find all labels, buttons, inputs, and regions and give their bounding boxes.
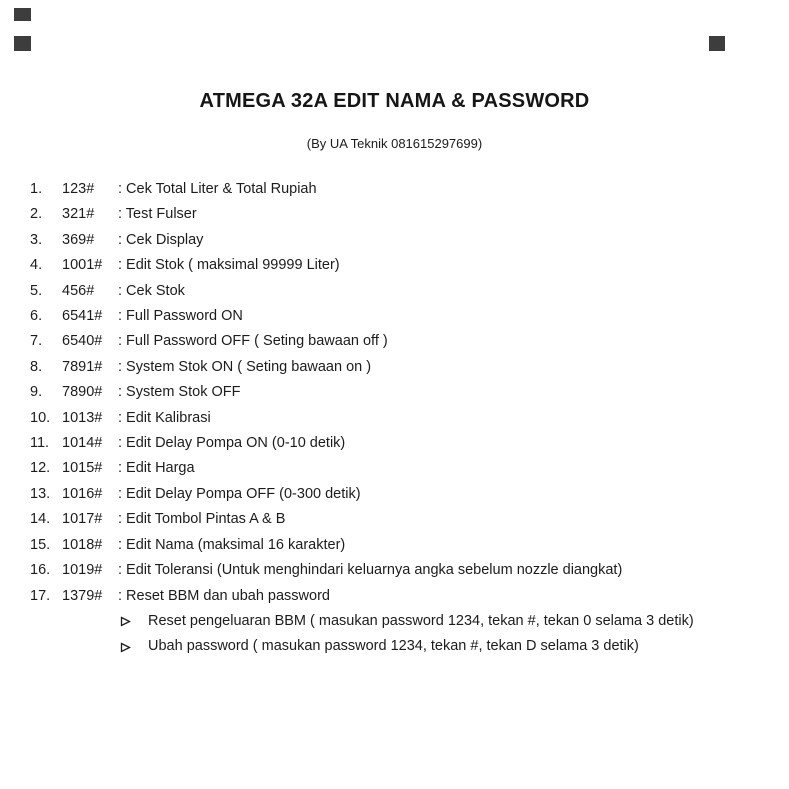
item-number: 12. bbox=[30, 460, 51, 477]
item-description: : Cek Total Liter & Total Rupiah bbox=[118, 181, 317, 197]
item-code: 1018# bbox=[62, 536, 103, 553]
item-number: 16. bbox=[30, 562, 51, 579]
item-code: 123# bbox=[62, 181, 95, 197]
item-number: 11. bbox=[30, 435, 50, 452]
sub-list-item bbox=[30, 634, 775, 659]
list-item bbox=[30, 355, 775, 380]
list-item bbox=[30, 253, 775, 278]
item-code: 1001# bbox=[62, 257, 103, 274]
list-item bbox=[30, 406, 775, 431]
item-description: : Full Password OFF ( Seting bawaan off ) bbox=[118, 333, 388, 350]
item-number: 6. bbox=[30, 308, 43, 325]
list-item bbox=[30, 533, 775, 558]
item-code: 456# bbox=[62, 282, 95, 299]
item-description: : Edit Stok ( maksimal 99999 Liter) bbox=[118, 257, 340, 274]
item-description: : Test Fulser bbox=[118, 206, 197, 223]
item-code: 1017# bbox=[62, 511, 103, 528]
item-number: 17. bbox=[30, 587, 51, 604]
item-description: : Full Password ON bbox=[118, 308, 243, 325]
item-number: 8. bbox=[30, 358, 43, 375]
arrow-bullet-icon bbox=[120, 609, 148, 634]
page-subtitle: (By UA Teknik 081615297699) bbox=[306, 136, 483, 151]
list-item bbox=[30, 380, 775, 405]
list-item bbox=[30, 279, 775, 304]
item-code: 6541# bbox=[62, 308, 103, 325]
item-description: : Edit Kalibrasi bbox=[118, 409, 211, 426]
item-code: 7891# bbox=[62, 358, 103, 375]
item-code: 1379# bbox=[62, 587, 103, 604]
item-number: 10. bbox=[30, 409, 51, 426]
list-item bbox=[30, 177, 775, 202]
item-code: 7890# bbox=[62, 384, 103, 401]
sub-list-item bbox=[30, 609, 775, 634]
item-description: : Edit Nama (maksimal 16 karakter) bbox=[118, 536, 346, 553]
item-description: : Edit Harga bbox=[118, 460, 195, 477]
item-description: : Cek Stok bbox=[118, 282, 185, 299]
item-description: : Edit Toleransi (Untuk menghindari keluarnya angka sebelum nozzle diangkat) bbox=[118, 562, 623, 579]
item-number: 3. bbox=[30, 231, 43, 248]
item-number: 14. bbox=[30, 511, 51, 528]
list-item bbox=[30, 482, 775, 507]
list-item bbox=[30, 558, 775, 583]
item-number: 9. bbox=[30, 384, 43, 401]
list-item bbox=[30, 329, 775, 354]
list-item bbox=[30, 507, 775, 532]
item-description: : Edit Tombol Pintas A & B bbox=[118, 511, 286, 528]
arrow-bullet-icon bbox=[120, 634, 148, 659]
list-item bbox=[30, 228, 775, 253]
item-description: : Reset BBM dan ubah password bbox=[118, 587, 330, 604]
item-number: 13. bbox=[30, 485, 51, 502]
list-item bbox=[30, 304, 775, 329]
item-code: 1013# bbox=[62, 409, 103, 426]
list-item bbox=[30, 456, 775, 481]
item-code: 1016# bbox=[62, 485, 103, 502]
item-description: : Cek Display bbox=[118, 231, 204, 248]
list-item bbox=[30, 202, 775, 227]
scan-artifact bbox=[14, 36, 31, 51]
item-description: : Edit Delay Pompa ON (0-10 detik) bbox=[118, 435, 346, 452]
item-code: 1015# bbox=[62, 460, 103, 477]
list-item bbox=[30, 584, 775, 609]
scan-artifact bbox=[709, 36, 725, 51]
list-item bbox=[30, 431, 775, 456]
item-number: 1. bbox=[30, 181, 43, 197]
command-list bbox=[30, 177, 775, 660]
item-code: 1014# bbox=[62, 435, 103, 452]
sub-item-text: Reset pengeluaran BBM ( masukan password 1234, tekan #, tekan 0 selama 3 detik) bbox=[148, 612, 694, 629]
item-code: 6540# bbox=[62, 333, 103, 350]
sub-item-text: Ubah password ( masukan password 1234, tekan #, tekan D selama 3 detik) bbox=[148, 638, 639, 655]
item-number: 7. bbox=[30, 333, 43, 350]
item-code: 369# bbox=[62, 231, 95, 248]
item-description: : Edit Delay Pompa OFF (0-300 detik) bbox=[118, 485, 361, 502]
item-code: 1019# bbox=[62, 562, 103, 579]
item-code: 321# bbox=[62, 206, 95, 223]
item-number: 15. bbox=[30, 536, 51, 553]
item-description: : System Stok OFF bbox=[118, 384, 241, 401]
scan-artifact bbox=[14, 8, 31, 21]
item-description: : System Stok ON ( Seting bawaan on ) bbox=[118, 358, 372, 375]
item-number: 2. bbox=[30, 206, 43, 223]
page-title: ATMEGA 32A EDIT NAMA & PASSWORD bbox=[199, 90, 590, 112]
item-number: 4. bbox=[30, 257, 43, 274]
item-number: 5. bbox=[30, 282, 43, 299]
